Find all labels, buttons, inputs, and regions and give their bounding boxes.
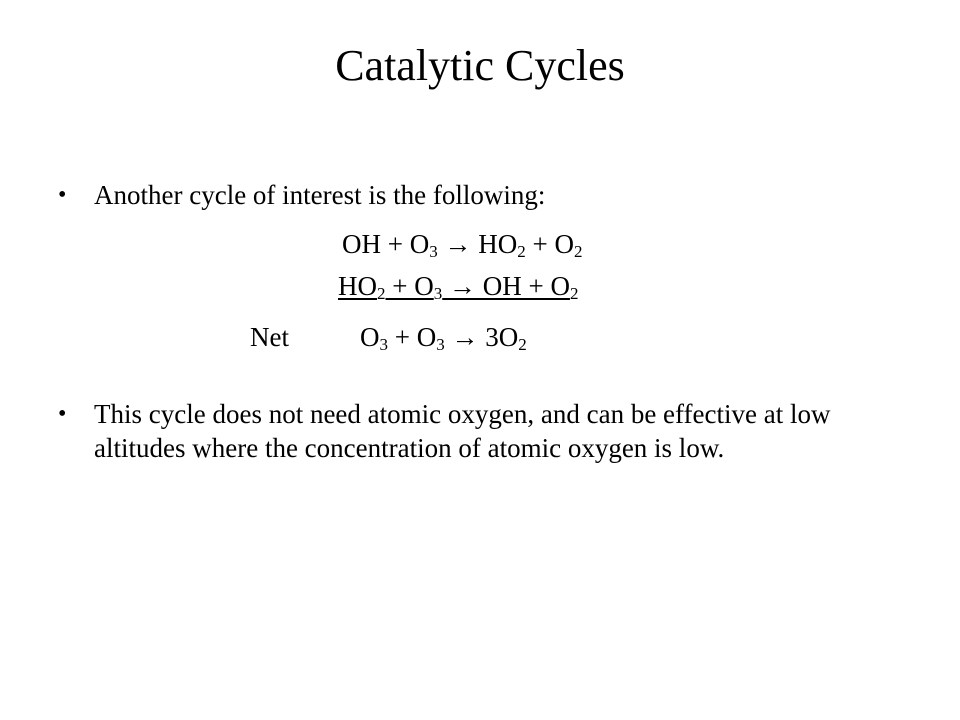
equation-part: → OH + O bbox=[442, 271, 570, 301]
subscript: 2 bbox=[518, 335, 527, 354]
equation-part: O bbox=[360, 322, 380, 352]
equation-part: + O bbox=[385, 271, 434, 301]
equation-part: + O bbox=[525, 229, 574, 259]
equation-part: + O bbox=[388, 322, 437, 352]
subscript: 3 bbox=[436, 335, 445, 354]
bullet-item-1 bbox=[58, 178, 908, 218]
net-label: Net bbox=[250, 322, 289, 352]
subscript: 3 bbox=[433, 284, 443, 303]
subscript: 2 bbox=[573, 242, 583, 261]
bullet-item-2 bbox=[58, 397, 908, 507]
subscript: 2 bbox=[517, 242, 526, 261]
bullet-icon: • bbox=[58, 182, 67, 208]
subscript: 2 bbox=[569, 284, 579, 303]
equation-net bbox=[250, 320, 527, 354]
equation-part: HO bbox=[338, 271, 377, 301]
equation-1 bbox=[342, 227, 582, 261]
equation-2 bbox=[338, 269, 578, 303]
bullet-text: Another cycle of interest is the following: bbox=[94, 180, 546, 210]
slide-title: Catalytic Cycles bbox=[335, 41, 625, 90]
subscript: 3 bbox=[429, 242, 438, 261]
subscript: 3 bbox=[379, 335, 388, 354]
bullet-icon: • bbox=[58, 401, 67, 427]
equation-part: → HO bbox=[437, 229, 518, 259]
equation-part: → 3O bbox=[444, 322, 519, 352]
equation-part: OH + O bbox=[342, 229, 430, 259]
subscript: 2 bbox=[377, 284, 386, 303]
bullet-text: This cycle does not need atomic oxygen, and can be effective at low altitudes where the concentration of atomic oxygen is low. bbox=[94, 399, 831, 463]
